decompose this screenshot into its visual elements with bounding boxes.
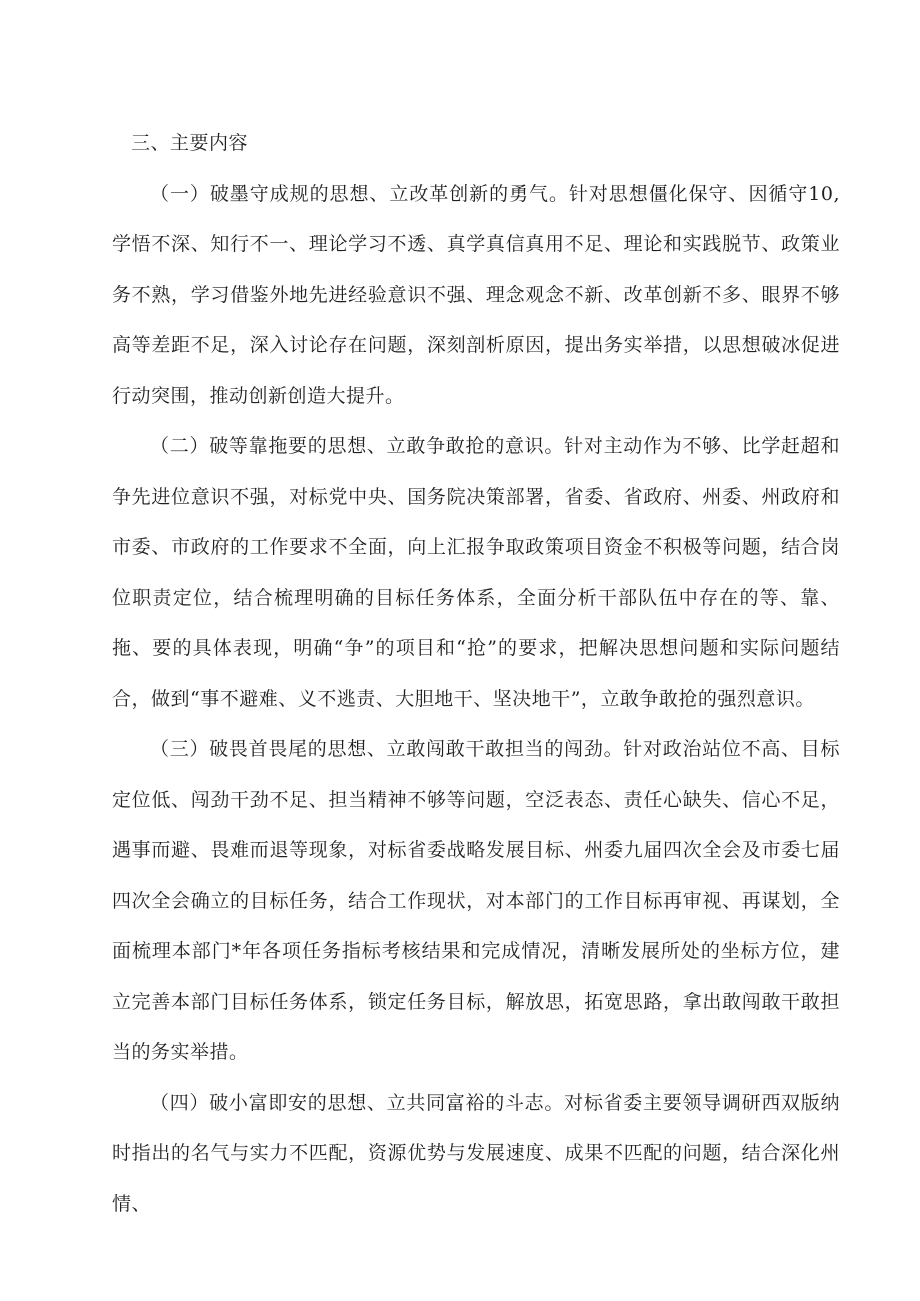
paragraph-1: （一）破墨守成规的思想、立改革创新的勇气。针对思想僵化保守、因循守10,学悟不深、知行不一、理论学习不透、真学真信真用不足、理论和实践脱节、政策业务不熟，学习借鉴外地先进经验意识不强、理念观念不新、改革创新不多、眼界不够高等差距不足，深入讨论存在问题，深刻剖析原因，提出务实举措，以思想破冰促进行动突围，推动创新创造大提升。 [112,182,840,407]
paragraph-4: （四）破小富即安的思想、立共同富裕的斗志。对标省委主要领导调研西双版纳时指出的名气与实力不匹配，资源优势与发展速度、成果不匹配的问题，结合深化州情、 [112,1091,840,1215]
document-body [112,118,840,1229]
paragraph-3: （三）破畏首畏尾的思想、立敢闯敢干敢担当的闯劲。针对政治站位不高、目标定位低、闯劲干劲不足、担当精神不够等问题，空泛表态、责任心缺失、信心不足，遇事而避、畏难而退等现象，对标省委战略发展目标、州委九届四次全会及市委七届四次全会确立的目标任务，结合工作现状，对本部门的工作目标再审视、再谋划，全面梳理本部门*年各项任务指标考核结果和完成情况，清晰发展所处的坐标方位，建立完善本部门目标任务体系，锁定任务目标，解放思，拓宽思路，拿出敢闯敢干敢担当的务实举措。 [112,738,840,1063]
paragraph-2: （二）破等靠拖要的思想、立敢争敢抢的意识。针对主动作为不够、比学赶超和争先进位意识不强，对标党中央、国务院决策部署，省委、省政府、州委、州政府和市委、市政府的工作要求不全面，向上汇报争取政策项目资金不积极等问题，结合岗位职责定位，结合梳理明确的目标任务体系，全面分析干部队伍中存在的等、靠、拖、要的具体表现，明确“争”的项目和“抢”的要求，把解决思想问题和实际问题结合，做到“事不避难、义不逃责、大胆地干、坚决地干”，立敢争敢抢的强烈意识。 [112,435,840,710]
section-heading: 三、主要内容 [131,132,249,154]
